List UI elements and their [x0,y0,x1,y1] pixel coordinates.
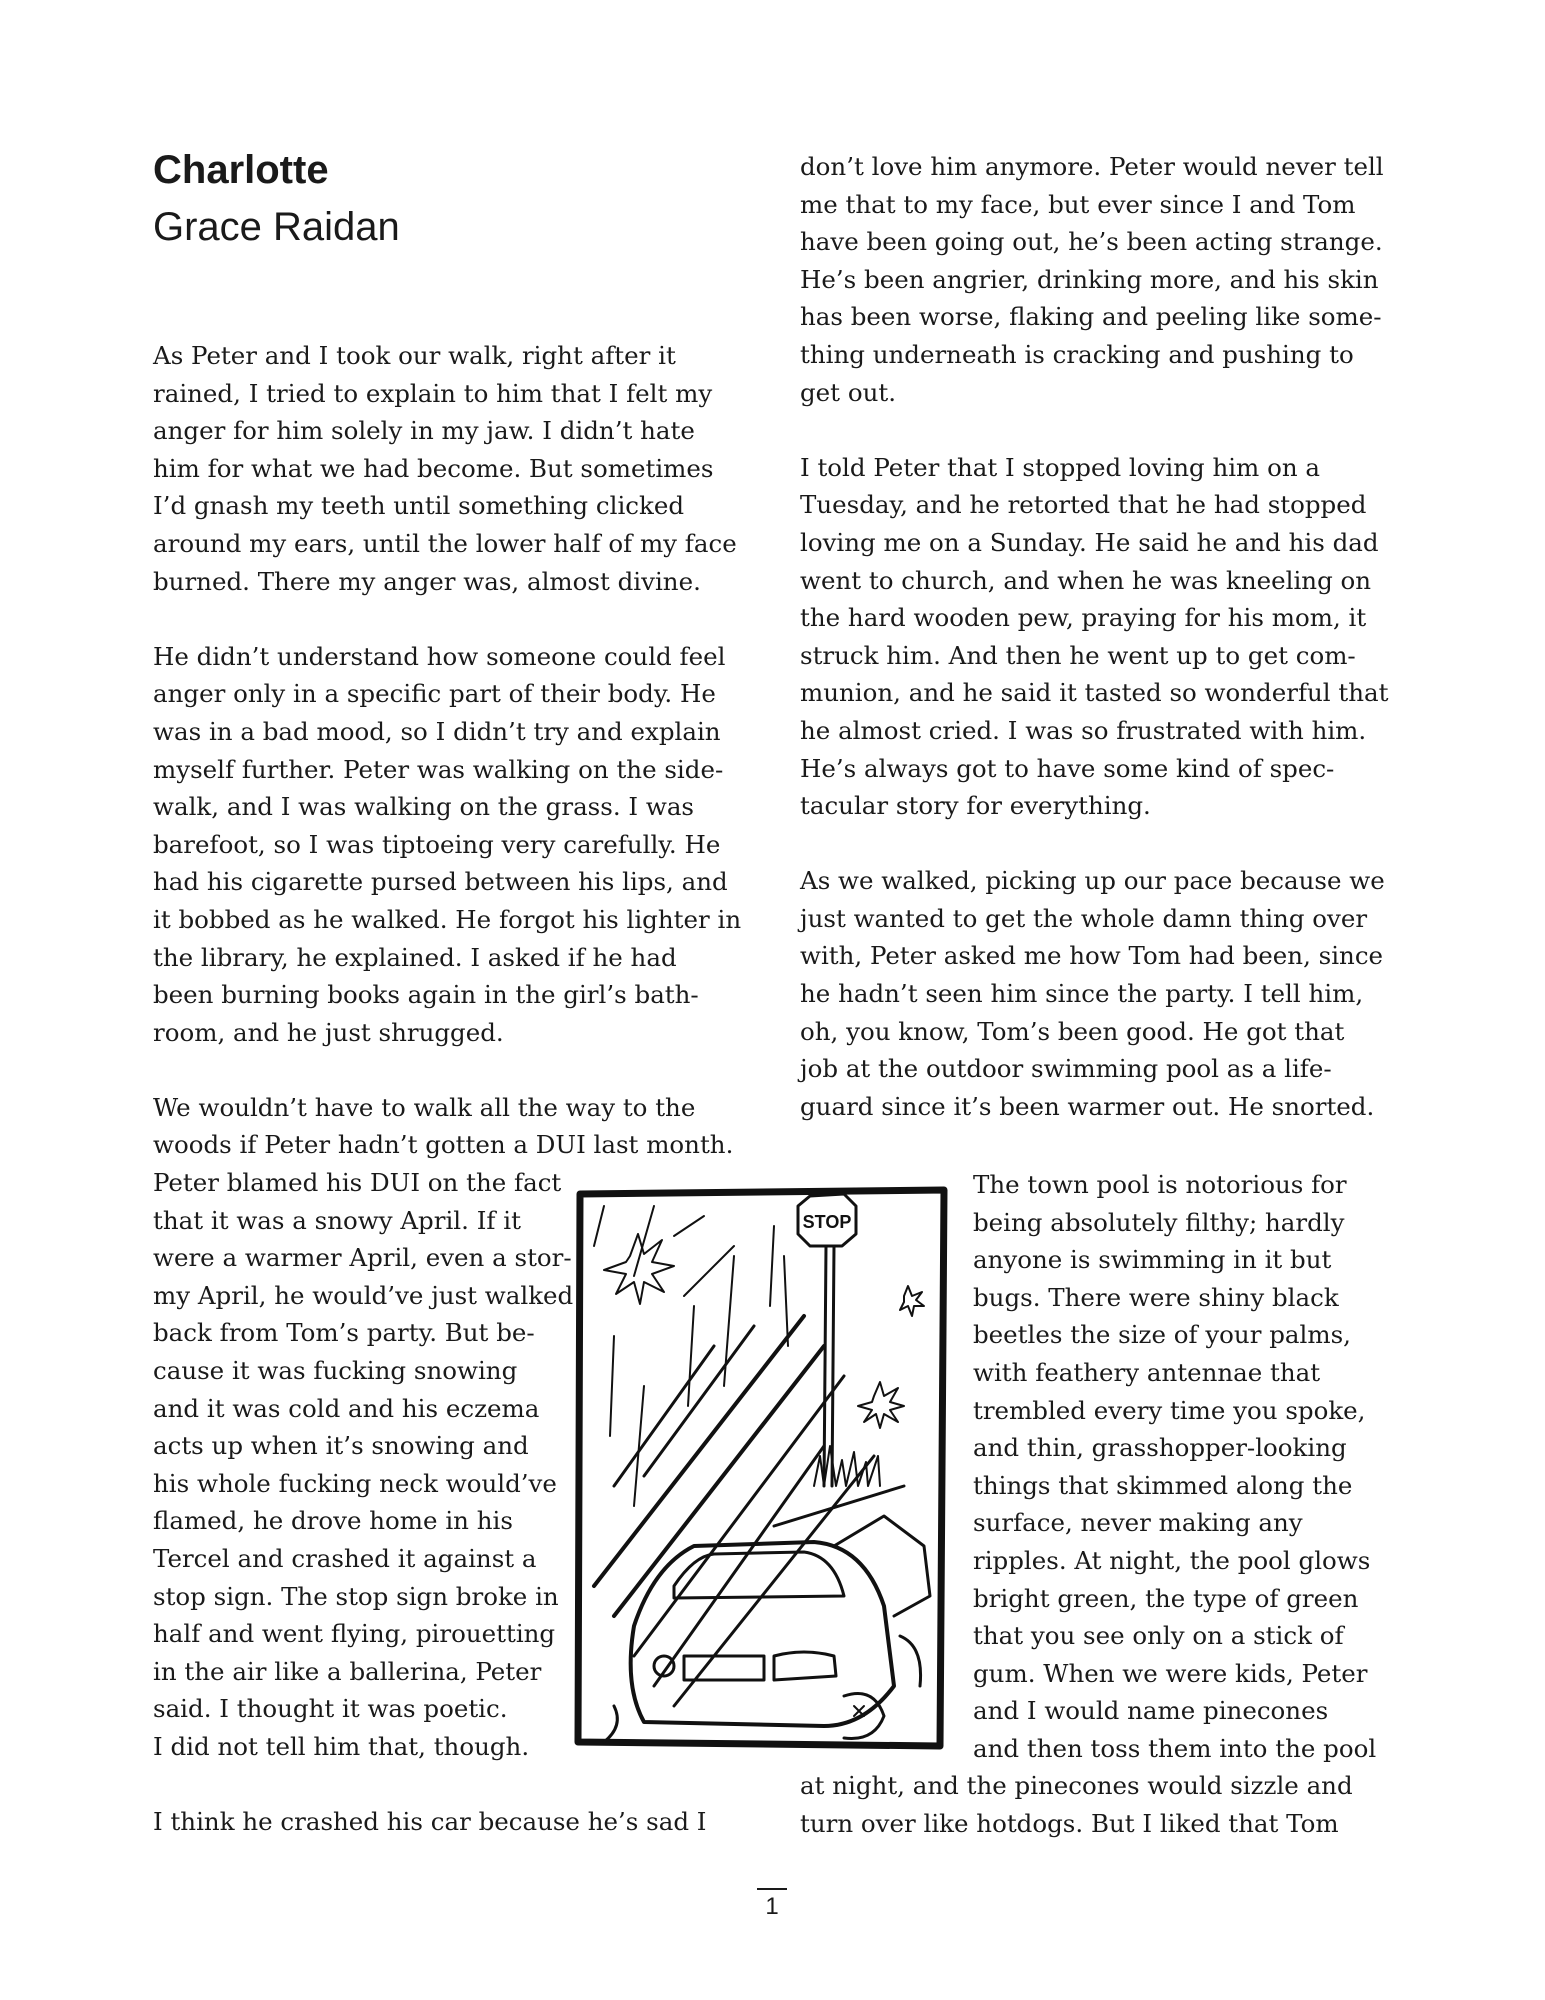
text-line: He’s been angrier, drinking more, and his skin [800,264,1379,294]
text-line: I think he crashed his car because he’s sad I [153,1807,707,1837]
page-number-rule [757,1888,787,1890]
story-title: Charlotte [153,148,329,192]
right-column [800,148,1389,1125]
text-line: been burning books again in the girl’s bath- [153,980,699,1010]
text-line: and I would name pinecones [973,1696,1329,1726]
text-line: walk, and I was walking on the grass. I was [153,792,695,822]
text-line: anger for him solely in my jaw. I didn’t hate [153,416,695,446]
text-line: with, Peter asked me how Tom had been, since [800,941,1384,971]
stop-sign-text: STOP [802,1212,852,1232]
text-line: and then toss them into the pool [973,1733,1377,1763]
text-line: my April, he would’ve just walked [153,1280,574,1310]
car-crash-illustration [574,1186,950,1752]
text-line: at night, and the pinecones would sizzle and [800,1771,1353,1800]
text-line: things that skimmed along the [973,1470,1353,1500]
text-line: around my ears, until the lower half of my face [153,528,737,558]
paragraph-gap [800,825,1389,863]
text-line: As Peter and I took our walk, right after it [153,341,676,370]
text-line: burned. There my anger was, almost divine. [153,566,701,596]
text-line: he almost cried. I was so frustrated with him. [800,715,1367,745]
text-line: He’s always got to have some kind of spec- [800,753,1335,783]
text-line: he hadn’t seen him since the party. I tell him, [800,979,1364,1009]
text-line: me that to my face, but ever since I and Tom [800,189,1356,219]
text-line: back from Tom’s party. But be- [153,1318,535,1348]
text-line: bright green, the type of green [973,1583,1359,1613]
paragraph-gap [800,411,1389,449]
text-line: has been worse, flaking and peeling like some- [800,302,1382,332]
text-line: myself further. Peter was walking on the side- [153,754,724,784]
text-line: have been going out, he’s been acting strange. [800,227,1383,257]
text-line: acts up when it’s snowing and [153,1431,529,1461]
text-line: barefoot, so I was tiptoeing very carefully. He [153,829,721,859]
text-line: As we walked, picking up our pace because we [800,866,1385,896]
text-line: anger only in a specific part of their body. He [153,679,716,709]
text-line: guard since it’s been warmer out. He snorted. [800,1091,1375,1121]
text-line: were a warmer April, even a stor- [153,1243,572,1273]
text-line: Tercel and crashed it against a [153,1544,537,1573]
text-line: He didn’t understand how someone could feel [153,641,726,671]
text-line: beetles the size of your palms, [973,1320,1351,1350]
page-number: 1 [765,1893,779,1920]
paragraph [800,862,1389,1125]
text-line: and thin, grasshopper-looking [973,1433,1347,1463]
text-line: the library, he explained. I asked if he had [153,942,677,972]
text-line: bugs. There were shiny black [973,1282,1339,1312]
text-line: him for what we had become. But sometimes [153,453,714,483]
paragraph-gap [153,1051,741,1089]
text-line: it bobbed as he walked. He forgot his lighter in [153,904,742,934]
text-line: woods if Peter hadn’t gotten a DUI last month. [153,1130,734,1160]
paragraph [973,1166,1376,1768]
text-line: oh, you know, Tom’s been good. He got that [800,1016,1345,1046]
text-line: loving me on a Sunday. He said he and his dad [800,527,1379,557]
text-line: cause it was fucking snowing [153,1356,518,1386]
text-line: half and went flying, pirouetting [153,1619,556,1649]
text-line: I’d gnash my teeth until something clicked [153,491,685,521]
paragraph-gap [153,600,741,638]
text-line: just wanted to get the whole damn thing over [800,903,1368,933]
text-line: trembled every time you spoke, [973,1395,1366,1425]
text-line: don’t love him anymore. Peter would never tell [800,152,1384,181]
text-line: Tuesday, and he retorted that he had stopped [800,490,1367,520]
paragraph [800,148,1389,411]
paragraph [153,1803,741,1841]
paragraph [153,337,741,600]
text-line: We wouldn’t have to walk all the way to the [153,1092,696,1122]
text-line: get out. [800,377,896,407]
text-line: gum. When we were kids, Peter [973,1658,1368,1688]
text-line: was in a bad mood, so I didn’t try and explain [153,716,721,746]
paragraph [153,638,741,1052]
text-line: the hard wooden pew, praying for his mom, it [800,603,1367,633]
text-line: struck him. And then he went up to get com- [800,640,1356,670]
text-line: room, and he just shrugged. [153,1017,504,1047]
text-line: and it was cold and his eczema [153,1393,540,1423]
paragraph [800,1767,1353,1842]
text-line: flamed, he drove home in his [153,1506,513,1536]
paragraph-gap [153,1766,741,1804]
right-column-wrap [973,1166,1376,1768]
text-line: had his cigarette pursed between his lips, and [153,867,728,897]
text-line: being absolutely filthy; hardly [973,1207,1345,1237]
text-line: I told Peter that I stopped loving him on a [800,452,1321,482]
text-line: said. I thought it was poetic. [153,1694,508,1724]
text-line: thing underneath is cracking and pushing to [800,339,1354,369]
text-line: The town pool is notorious for [973,1170,1347,1199]
text-line: ripples. At night, the pool glows [973,1545,1371,1575]
text-line: went to church, and when he was kneeling on [800,565,1372,595]
text-line: Peter blamed his DUI on the fact [153,1168,562,1198]
text-line: munion, and he said it tasted so wonderful that [800,678,1389,708]
text-line: with feathery antennae that [973,1357,1321,1387]
text-line: his whole fucking neck would’ve [153,1468,557,1498]
text-line: anyone is swimming in it but [973,1245,1332,1275]
text-line: rained, I tried to explain to him that I felt my [153,378,713,408]
right-column-tail [800,1767,1353,1842]
text-line: stop sign. The stop sign broke in [153,1581,559,1611]
paragraph [800,449,1389,825]
text-line: that you see only on a stick of [973,1621,1344,1651]
text-line: tacular story for everything. [800,791,1151,821]
text-line: I did not tell him that, though. [153,1731,530,1761]
text-line: that it was a snowy April. If it [153,1205,521,1235]
text-line: surface, never making any [973,1508,1303,1538]
text-line: in the air like a ballerina, Peter [153,1656,542,1686]
author-name: Grace Raidan [153,205,400,249]
text-line: job at the outdoor swimming pool as a life- [800,1054,1332,1084]
text-line: turn over like hotdogs. But I liked that Tom [800,1808,1339,1838]
